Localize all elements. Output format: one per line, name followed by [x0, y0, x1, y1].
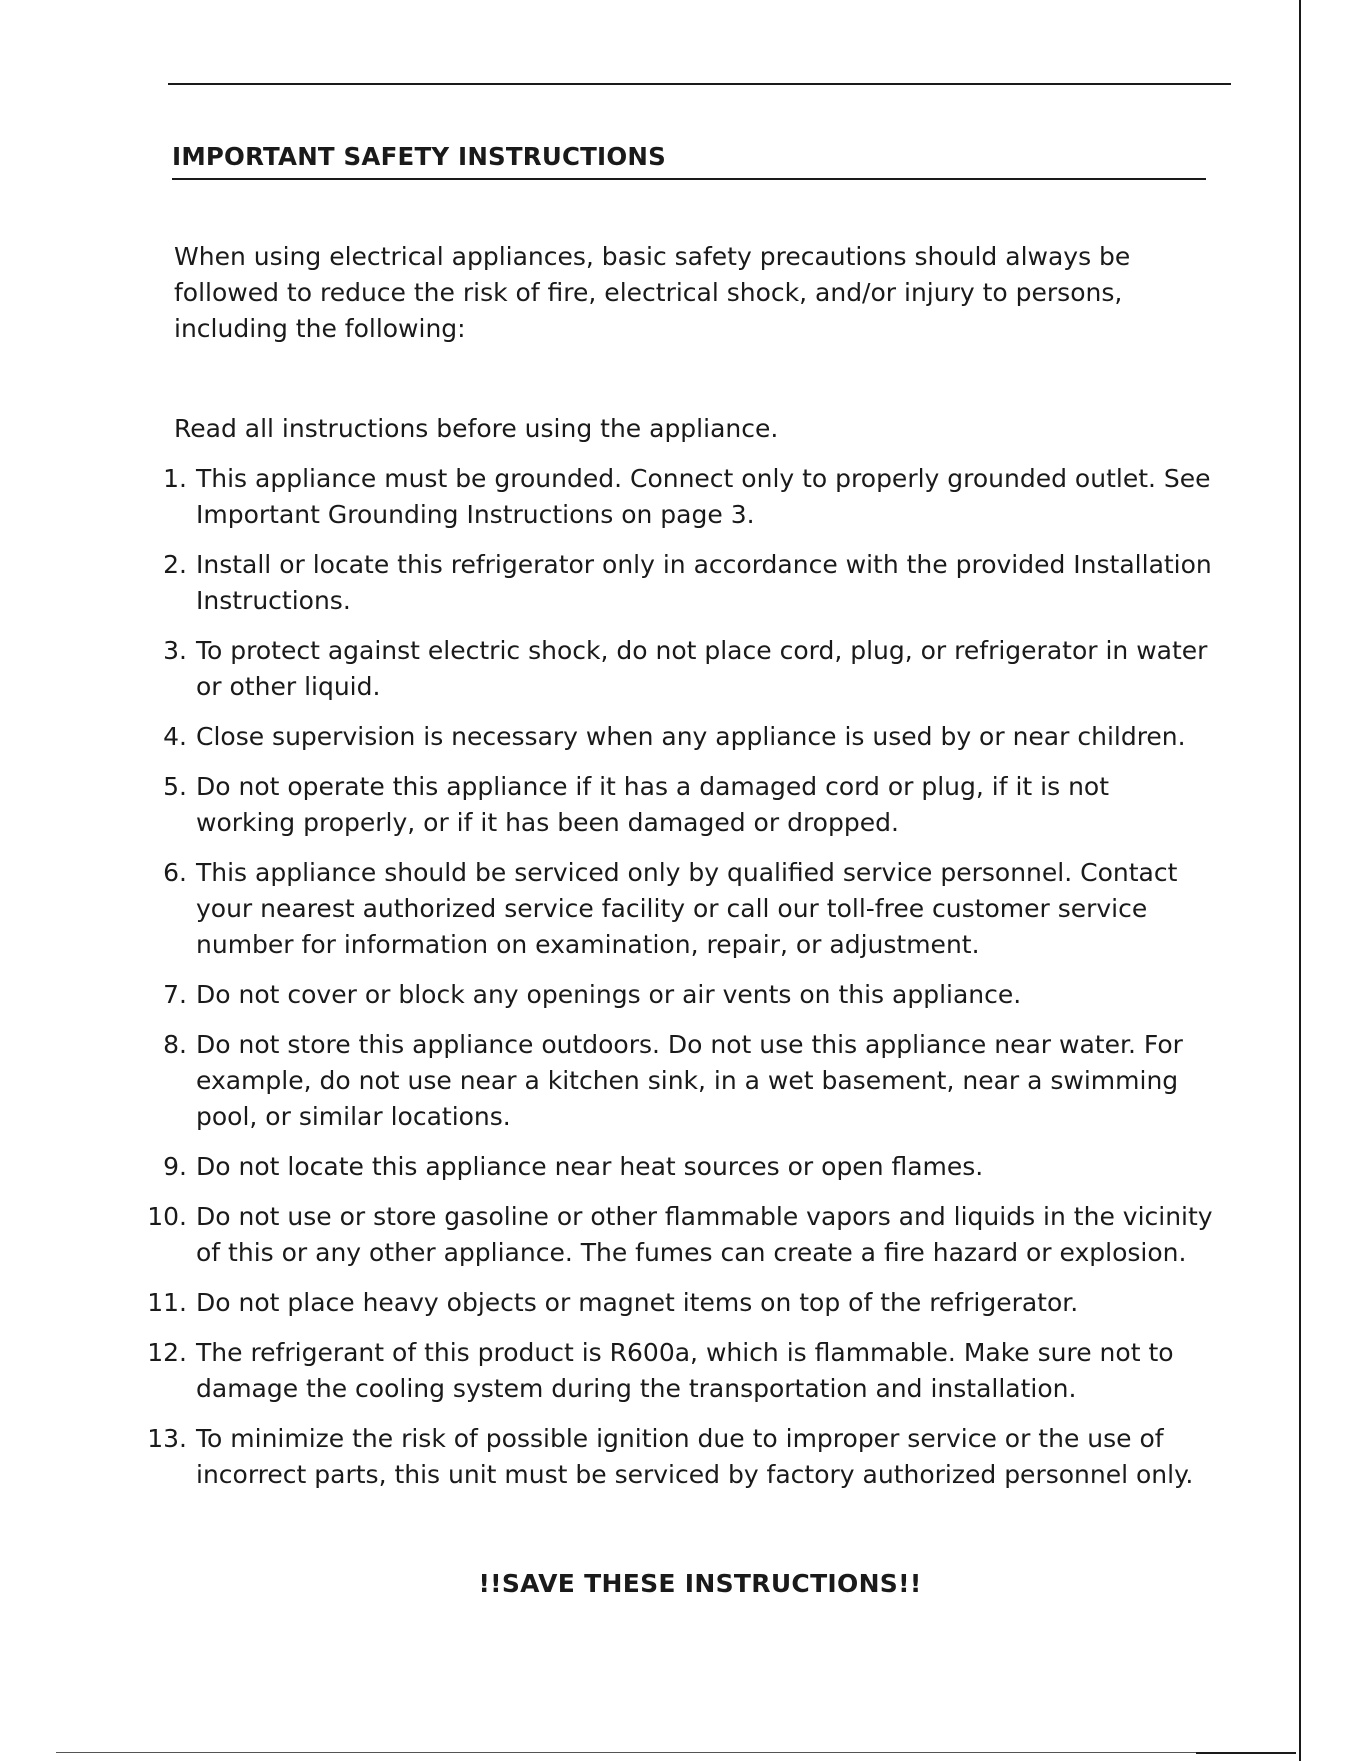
- rule-number: 1.: [163, 464, 187, 493]
- rule-number: 9.: [163, 1152, 187, 1181]
- rule-number: 12.: [147, 1338, 187, 1367]
- rule-text: To protect against electric shock, do not place cord, plug, or refrigerator in water or other liquid.: [196, 636, 1208, 701]
- safety-rule: [120, 1335, 1215, 1407]
- rule-text: The refrigerant of this product is R600a, which is flammable. Make sure not to damage the cooling system during the transportation and installation.: [196, 1338, 1174, 1403]
- rule-text: Do not cover or block any openings or air vents on this appliance.: [196, 980, 1022, 1009]
- rule-number: 11.: [147, 1288, 187, 1317]
- safety-rule: [120, 977, 1215, 1013]
- rule-text: Do not use or store gasoline or other flammable vapors and liquids in the vicinity of this or any other appliance. The fumes can create a fire hazard or explosion.: [196, 1202, 1213, 1267]
- rule-number: 5.: [163, 772, 187, 801]
- safety-rule: [120, 1285, 1215, 1321]
- safety-rule: [120, 719, 1215, 755]
- rule-number: 3.: [163, 636, 187, 665]
- safety-rule: [120, 769, 1215, 841]
- rule-text: Do not operate this appliance if it has a damaged cord or plug, if it is not working properly, or if it has been damaged or dropped.: [196, 772, 1110, 837]
- safety-rule: [120, 461, 1215, 533]
- rule-text: Do not store this appliance outdoors. Do not use this appliance near water. For example, do not use near a kitchen sink, in a wet basement, near a swimming pool, or similar locations.: [196, 1030, 1183, 1131]
- rule-number: 4.: [163, 722, 187, 751]
- save-instructions-note: !!SAVE THESE INSTRUCTIONS!!: [478, 1569, 922, 1598]
- top-rule: [168, 83, 1231, 85]
- rule-text: Install or locate this refrigerator only in accordance with the provided Installation Instructions.: [196, 550, 1212, 615]
- rule-text: Do not locate this appliance near heat sources or open flames.: [196, 1152, 984, 1181]
- safety-rule: [120, 547, 1215, 619]
- page-heading: IMPORTANT SAFETY INSTRUCTIONS: [172, 142, 1206, 180]
- safety-rule: [120, 1421, 1215, 1493]
- rule-text: To minimize the risk of possible ignition due to improper service or the use of incorrect parts, this unit must be serviced by factory authorized personnel only.: [196, 1424, 1194, 1489]
- intro-paragraph: When using electrical appliances, basic safety precautions should always be followed to reduce the risk of fire, electrical shock, and/or injury to persons, including the following:: [174, 242, 1131, 343]
- page-edge-line: [1299, 0, 1301, 1761]
- rule-text: Close supervision is necessary when any appliance is used by or near children.: [196, 722, 1186, 751]
- rule-number: 13.: [147, 1424, 187, 1453]
- rule-number: 6.: [163, 858, 187, 887]
- safety-rule: [120, 1199, 1215, 1271]
- safety-rule: [120, 633, 1215, 705]
- bottom-rule-tail: [1196, 1752, 1296, 1754]
- rule-number: 8.: [163, 1030, 187, 1059]
- rule-number: 2.: [163, 550, 187, 579]
- rule-text: This appliance must be grounded. Connect only to properly grounded outlet. See Important Grounding Instructions on page 3.: [196, 464, 1211, 529]
- rule-text: This appliance should be serviced only by qualified service personnel. Contact your nearest authorized service facility or call our toll-free customer service number for information on examination, repair, or adjustment.: [196, 858, 1178, 959]
- rule-text: Do not place heavy objects or magnet items on top of the refrigerator.: [196, 1288, 1079, 1317]
- bottom-rule: [56, 1752, 1296, 1753]
- safety-rule: [120, 855, 1215, 963]
- safety-rule: [120, 1027, 1215, 1135]
- safety-rules-list: [120, 461, 1215, 1507]
- rule-number: 10.: [147, 1202, 187, 1231]
- rule-number: 7.: [163, 980, 187, 1009]
- safety-rule: [120, 1149, 1215, 1185]
- read-instructions-line: Read all instructions before using the appliance.: [174, 414, 779, 443]
